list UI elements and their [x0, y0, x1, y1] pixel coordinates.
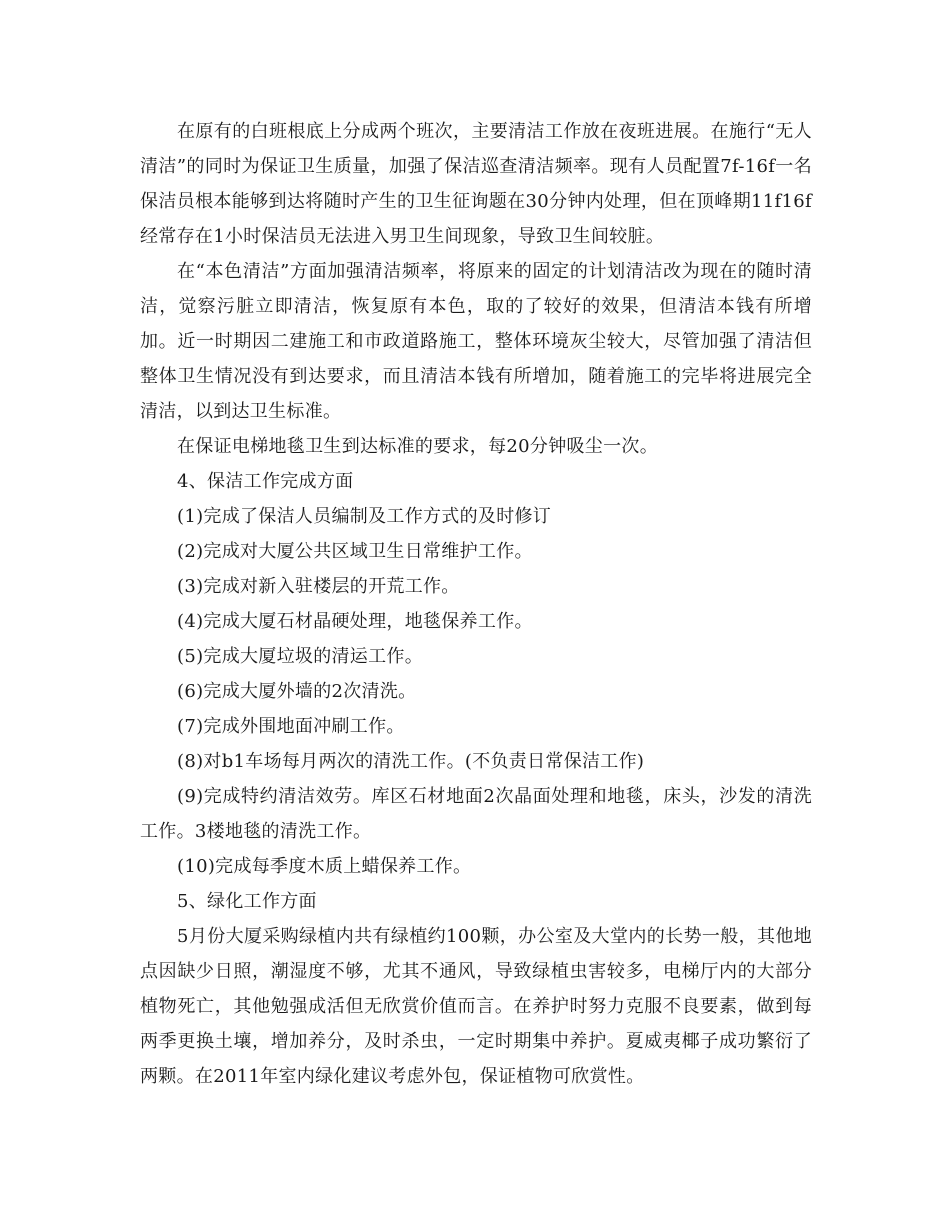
list-item: (1)完成了保洁人员编制及工作方式的及时修订 — [177, 506, 552, 527]
list-item: (5)完成大厦垃圾的清运工作。 — [177, 646, 423, 667]
document-body — [140, 114, 812, 1094]
list-item: (9)完成特约清洁效劳。库区石材地面2次晶面处理和地毯，床头，沙发的清洗工作。3楼地毯的清洗工作。 — [140, 786, 812, 842]
paragraph-elevator-carpet: 在保证电梯地毯卫生到达标准的要求，每20分钟吸尘一次。 — [177, 436, 659, 457]
paragraph-shift-schedule: 在原有的白班根底上分成两个班次，主要清洁工作放在夜班进展。在施行“无人清洁”的同时为保证卫生质量，加强了保洁巡查清洁频率。现有人员配置7f-16f一名保洁员根本能够到达将随时产生的卫生征询题在30分钟内处理，但在顶峰期11f16f经常存在1小时保洁员无法进入男卫生间现象，导致卫生间较脏。 — [140, 121, 812, 247]
list-item: (3)完成对新入驻楼层的开荒工作。 — [177, 576, 460, 597]
list-item: (6)完成大厦外墙的2次清洗。 — [177, 681, 417, 702]
list-item: (2)完成对大厦公共区域卫生日常维护工作。 — [177, 541, 533, 562]
list-item: (7)完成外围地面冲刷工作。 — [177, 716, 405, 737]
section-heading-cleaning-work: 4、保洁工作完成方面 — [177, 471, 354, 492]
section-heading-greening-work: 5、绿化工作方面 — [177, 891, 317, 912]
list-item: (10)完成每季度木质上蜡保养工作。 — [177, 856, 472, 877]
paragraph-greening-details: 5月份大厦采购绿植内共有绿植约100颗，办公室及大堂内的长势一般，其他地点因缺少日照，潮湿度不够，尤其不通风，导致绿植虫害较多，电梯厅内的大部分植物死亡，其他勉强成活但无欣赏价值而言。在养护时努力克服不良要素，做到每两季更换土壤，增加养分，及时杀虫，一定时期集中养护。夏威夷椰子成功繁衍了两颗。在2011年室内绿化建议考虑外包，保证植物可欣赏性。 — [140, 926, 812, 1087]
list-item: (8)对b1车场每月两次的清洗工作。(不负责日常保洁工作) — [177, 751, 645, 772]
paragraph-natural-cleaning: 在“本色清洁”方面加强清洁频率，将原来的固定的计划清洁改为现在的随时清洁，觉察污脏立即清洁，恢复原有本色，取的了较好的效果，但清洁本钱有所增加。近一时期因二建施工和市政道路施工，整体环境灰尘较大，尽管加强了清洁但整体卫生情况没有到达要求，而且清洁本钱有所增加，随着施工的完毕将进展完全清洁，以到达卫生标准。 — [140, 261, 812, 422]
list-item: (4)完成大厦石材晶硬处理，地毯保养工作。 — [177, 611, 533, 632]
